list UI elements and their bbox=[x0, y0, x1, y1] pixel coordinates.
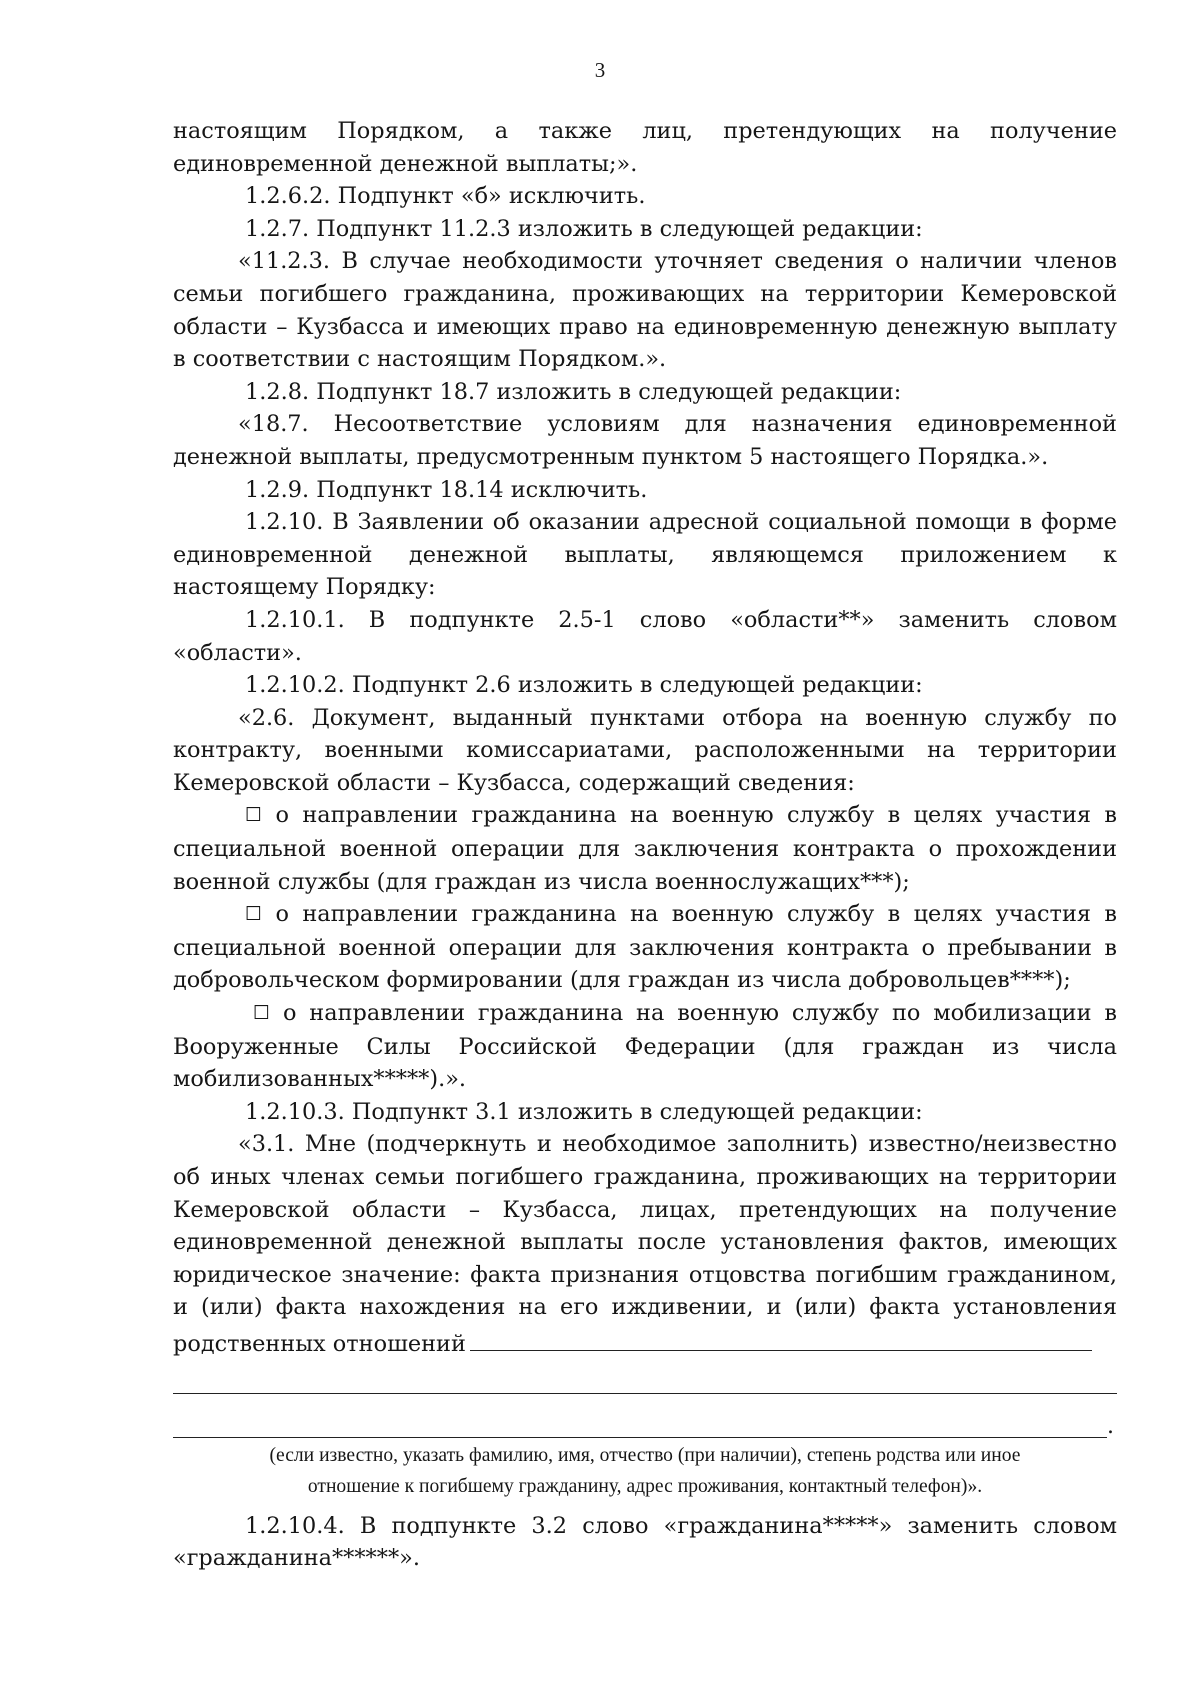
paragraph-1-2-10-4: 1.2.10.4. В подпункте 3.2 слово «гражданина*****» заменить словом «гражданина******». bbox=[173, 1512, 1117, 1572]
fill-instruction-note bbox=[173, 1440, 1117, 1502]
checkbox-icon: ☐ bbox=[253, 1002, 271, 1025]
paragraph-3-1-last-line bbox=[173, 1324, 1117, 1361]
checkbox-icon: ☐ bbox=[245, 804, 263, 827]
page-number: 3 bbox=[594, 58, 606, 82]
paragraph-11-2-3-quote: «11.2.3. В случае необходимости уточняет сведения о наличии членов семьи погибшего гражданина, проживающих на территории Кемеровской области – Кузбасса и имеющих право на единовременную денежную выплату в соответствии с настоящим Порядком.». bbox=[173, 248, 1117, 373]
blank-fill-line-2[interactable] bbox=[173, 1407, 1107, 1438]
paragraph-1-2-8: 1.2.8. Подпункт 18.7 изложить в следующей редакции: bbox=[245, 378, 902, 405]
checkbox-item-mobilized bbox=[173, 997, 1117, 1096]
note-line: (если известно, указать фамилию, имя, отчество (при наличии), степень родства или иное bbox=[269, 1444, 1021, 1466]
fill-in-line[interactable] bbox=[470, 1324, 1092, 1351]
paragraph-continuation: настоящим Порядком, а также лиц, претендующих на получение bbox=[173, 118, 1117, 144]
paragraph-1-2-7: 1.2.7. Подпункт 11.2.3 изложить в следующей редакции: bbox=[245, 215, 923, 242]
note-line: отношение к погибшему гражданину, адрес проживания, контактный телефон)». bbox=[307, 1475, 983, 1497]
paragraph-1-2-10-3: 1.2.10.3. Подпункт 3.1 изложить в следующей редакции: bbox=[245, 1098, 923, 1125]
paragraph-2-6-quote: «2.6. Документ, выданный пунктами отбора на военную службу по контракту, военными комиссариатами, расположенными на территории Кемеровской области – Кузбасса, содержащий сведения: bbox=[173, 704, 1117, 796]
paragraph-1-2-10-1: 1.2.10.1. В подпункте 2.5-1 слово «области**» заменить словом «области». bbox=[173, 606, 1117, 666]
checkbox-item-text: о направлении гражданина на военную службу в целях участия в специальной военной операции для заключения контракта о прохождении военной службы (для граждан из числа военнослужащих***); bbox=[173, 802, 1117, 895]
blank-fill-line[interactable] bbox=[173, 1361, 1117, 1394]
fill-label: родственных отношений bbox=[173, 1330, 466, 1357]
checkbox-item-volunteers bbox=[173, 898, 1117, 997]
paragraph-continuation-end: единовременной денежной выплаты;». bbox=[173, 150, 638, 177]
paragraph-1-2-9: 1.2.9. Подпункт 18.14 исключить. bbox=[245, 476, 648, 503]
blank-fill-line-end bbox=[173, 1404, 1117, 1438]
paragraph-1-2-10: 1.2.10. В Заявлении об оказании адресной социальной помощи в форме единовременной денежной выплаты, являющемся приложением к настоящему Порядку: bbox=[173, 509, 1117, 601]
paragraph-3-1-quote: «3.1. Мне (подчеркнуть и необходимое заполнить) известно/неизвестно об иных членах семьи погибшего гражданина, проживающих на территории Кемеровской области – Кузбасса, лицах, претендующих на получение единовременной денежной выплаты после установления фактов, имеющих юридическое значение: факта признания отцовства погибшим гражданином, и (или) факта нахождения на его иждивении, и (или) факта установления bbox=[173, 1131, 1117, 1321]
checkbox-item-text: о направлении гражданина на военную службу в целях участия в специальной военной операции для заключения контракта о пребывании в добровольческом формировании (для граждан из числа добровольцев****); bbox=[173, 901, 1117, 994]
line-end-dot: . bbox=[1107, 1413, 1114, 1439]
paragraph-1-2-10-2: 1.2.10.2. Подпункт 2.6 изложить в следующей редакции: bbox=[245, 672, 923, 699]
paragraph-1-2-6-2: 1.2.6.2. Подпункт «б» исключить. bbox=[245, 183, 646, 210]
checkbox-item-text: о направлении гражданина на военную службу по мобилизации в Вооруженные Силы Российской Федерации (для граждан из числа мобилизованных*****).». bbox=[173, 1000, 1117, 1093]
paragraph-18-7-quote: «18.7. Несоответствие условиям для назначения единовременной денежной выплаты, предусмотренным пунктом 5 настоящего Порядка.». bbox=[173, 411, 1117, 470]
checkbox-icon: ☐ bbox=[245, 903, 263, 926]
checkbox-item-servicemen bbox=[173, 799, 1117, 898]
document-body bbox=[173, 115, 1117, 1575]
